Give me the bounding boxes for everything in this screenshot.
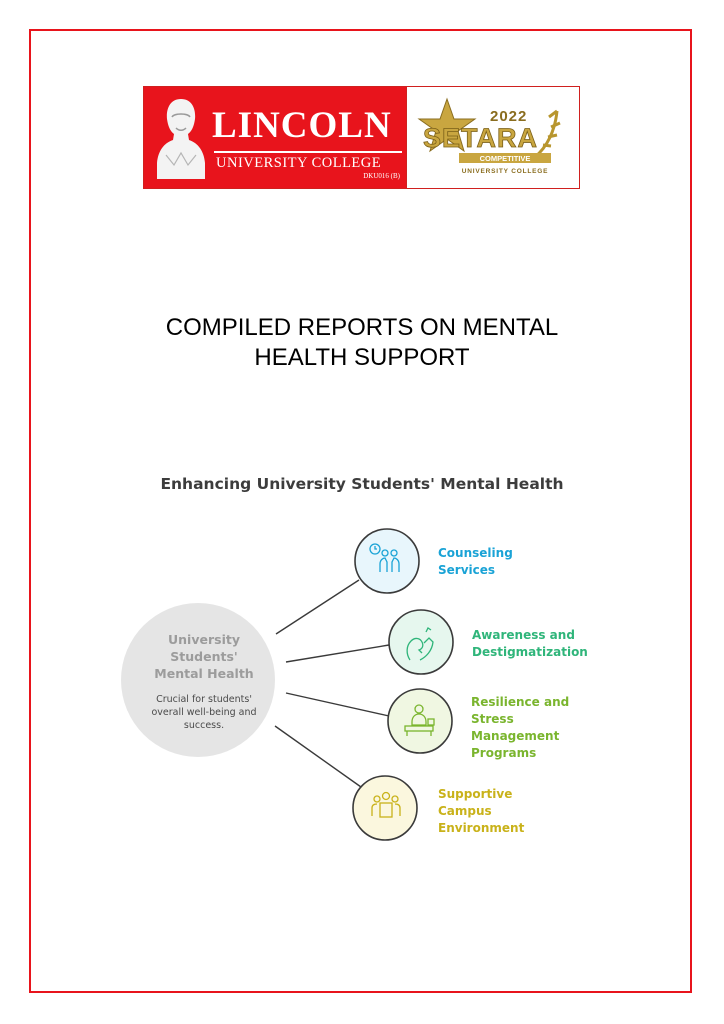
center-description-line-2: overall well-being and [151,707,257,718]
center-topic [121,603,275,757]
node-label-line: Awareness and [472,628,575,642]
award-category: UNIVERSITY COLLEGE [461,168,549,175]
node-label-line: Environment [438,821,525,835]
node-counseling-services [355,529,513,593]
node-label-line: Stress [471,712,514,726]
center-title-line-2: Students' [170,649,238,664]
node-label-line: Supportive [438,787,513,801]
node-label-line: Programs [471,746,537,760]
award-rating: COMPETITIVE [479,154,531,163]
node-label-line: Resilience and [471,695,570,709]
infographic-heading: Enhancing University Students' Mental Health [160,475,564,493]
node-label-line: Campus [438,804,492,818]
node-label-line: Destigmatization [472,645,588,659]
center-title-line-1: University [168,632,240,647]
node-awareness-destigmatization [389,610,588,674]
title-line-1: COMPILED REPORTS ON MENTAL [165,314,559,341]
node-circle [353,776,417,840]
award-name: SETARA [423,123,539,153]
node-label-line: Services [438,563,496,577]
connector-lines [275,580,389,787]
title-line-2: HEALTH SUPPORT [254,344,470,371]
node-supportive-campus-environment [353,776,525,840]
node-circle [389,610,453,674]
center-title-line-3: Mental Health [154,666,254,681]
center-description-line-1: Crucial for students' [156,694,252,705]
node-circle [388,689,452,753]
registration-code: DKU016 (B) [363,172,400,180]
institution-subtitle: UNIVERSITY COLLEGE [216,155,382,171]
institution-name: LINCOLN [212,105,392,146]
node-resilience-stress-management [388,689,569,760]
award-year: 2022 [490,108,528,125]
center-description-line-3: success. [183,720,225,731]
node-label-line: Counseling [438,546,513,560]
node-label-line: Management [471,729,560,743]
